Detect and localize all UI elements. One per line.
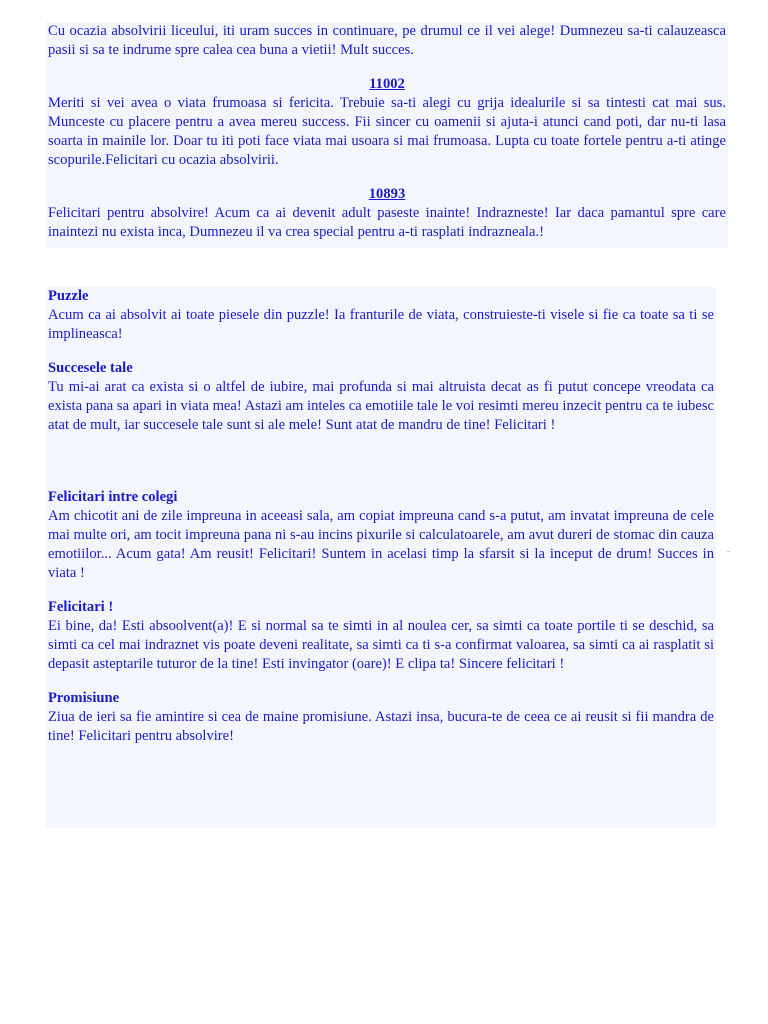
section-text-succesele-tale: Tu mi-ai arat ca exista si o altfel de iubire, mai profunda si mai altruista decat as fi putut concepe vreodata ca exista pana sa apari in viata mea! Astazi am inteles ca emotiile tale le voi resimti mereu inzecit pentru ca te iubesc atat de mult, iar succesele tale sunt si ale mele! Sunt atat de mandru de tine! Felicitari ! bbox=[48, 379, 714, 433]
intro-paragraph: Cu ocazia absolvirii liceului, iti uram succes in continuare, pe drumul ce il vei alege! Dumnezeu sa-ti calauzeasca pasii si sa te indrume spre calea cea buna a vietii! Mult succes. bbox=[48, 23, 726, 58]
entry-text: Meriti si vei avea o viata frumoasa si fericita. Trebuie sa-ti alegi cu grija idealurile si sa tintesti cat mai sus. Munceste cu placere pentru a avea mereu success. Fii sincer cu oamenii si ajuta-i atunci cand poti, dar nu-ti lasa soarta in mainile lor. Doar tu iti poti face viata mai usoara si mai frumoasa. Lupta cu toate fortele pentru a-ti atinge scopurile.Felicitari cu ocazia absolvirii. bbox=[48, 95, 726, 168]
top-message-block bbox=[46, 22, 728, 248]
section-text-felicitari: Ei bine, da! Esti absoolvent(a)! E si normal sa te simti in al noulea cer, sa simti ca toate portile ti se deschid, sa simti ca cel mai indraznet vis poate deveni realitate, sa simti ca ti s-a confirmat valoarea, sa simti ca ai rasplatit si depasit asteptarile tuturor de la tine! Esti invingator (oare)! E clipa ta! Sincere felicitari ! bbox=[48, 618, 714, 672]
entry-text: Felicitari pentru absolvire! Acum ca ai devenit adult paseste inainte! Indrazneste! Iar daca pamantul spre care inaintezi nu exista inca, Dumnezeu il va crea special pentru a-ti rasplati indrazneala.! bbox=[48, 205, 726, 240]
section-title-felicitari: Felicitari ! bbox=[48, 599, 114, 615]
divider-mark bbox=[727, 551, 730, 552]
section-title-puzzle: Puzzle bbox=[48, 288, 89, 304]
section-text-felicitari-colegi: Am chicotit ani de zile impreuna in aceeasi sala, am copiat impreuna cand s-a putut, am invatat impreuna de cele mai multe ori, am tocit impreuna pana ni s-au incins pixurile si calculatoarele, am avut dureri de stomac din cauza emotiilor... Acum gata! Am reusit! Felicitari! Suntem in acelasi timp la sfarsit si la inceput de drum! Succes in viata ! bbox=[48, 508, 714, 581]
bottom-message-block bbox=[46, 287, 716, 828]
section-title-succesele-tale: Succesele tale bbox=[48, 360, 133, 376]
section-title-felicitari-colegi: Felicitari intre colegi bbox=[48, 489, 178, 505]
section-text-promisiune: Ziua de ieri sa fie amintire si cea de maine promisiune. Astazi insa, bucura-te de ceea ce ai reusit si fii mandra de tine! Felicitari pentru absolvire! bbox=[48, 709, 714, 744]
section-text-puzzle: Acum ca ai absolvit ai toate piesele din puzzle! Ia franturile de viata, construieste-ti visele si fie ca toate sa ti se implineasca! bbox=[48, 307, 714, 342]
section-title-promisiune: Promisiune bbox=[48, 690, 120, 706]
entry-id-link[interactable]: 10893 bbox=[368, 186, 406, 202]
entry-id-link[interactable]: 11002 bbox=[369, 76, 405, 92]
